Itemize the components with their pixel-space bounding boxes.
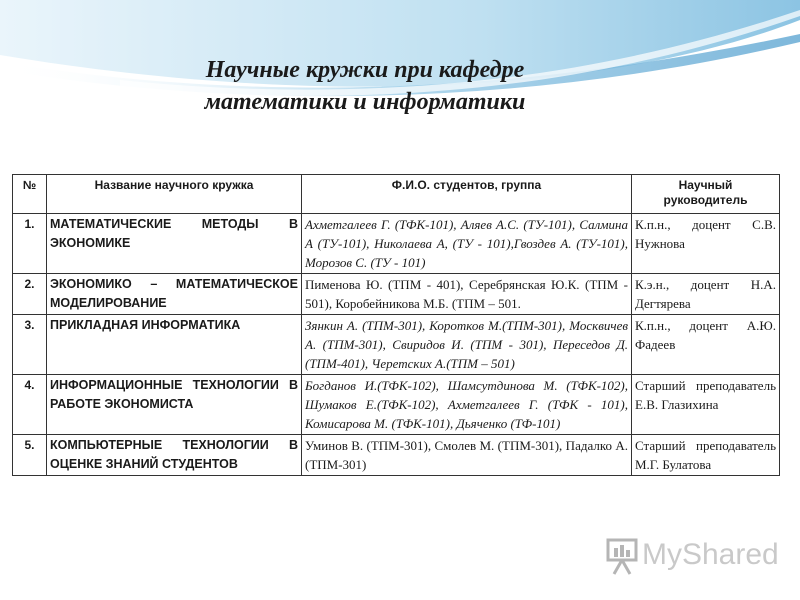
header-students: Ф.И.О. студентов, группа (302, 175, 632, 214)
row-number: 3. (13, 315, 47, 375)
table-row (13, 435, 780, 476)
header-supervisor: Научный руководитель (632, 175, 780, 214)
table-row (13, 315, 780, 375)
watermark-text: MyShared (642, 538, 779, 571)
slide-title-line-1: Научные кружки при кафедре (205, 57, 525, 83)
slide-title (140, 54, 590, 118)
scientific-circles-table (12, 174, 780, 476)
table-row (13, 214, 780, 274)
table-header-row (13, 175, 780, 214)
supervisor: Старший преподаватель Е.В. Глазихина (632, 375, 780, 435)
header-number: № (13, 175, 47, 214)
row-number: 5. (13, 435, 47, 476)
slide-title-line-2: математики и информатики (204, 89, 526, 115)
circle-name: МАТЕМАТИЧЕСКИЕ МЕТОДЫ В ЭКОНОМИКЕ (47, 214, 302, 274)
students-list: Ахметгалеев Г. (ТФК-101), Аляев А.С. (ТУ-101), Салмина А (ТУ-101), Николаева А, (ТУ - 101),Гвоздев А. (ТУ-101), Морозов С. (ТУ - 101) (302, 214, 632, 274)
header-circle-name: Название научного кружка (47, 175, 302, 214)
watermark (606, 532, 796, 582)
students-list: Зянкин А. (ТПМ-301), Коротков М.(ТПМ-301), Москвичев А. (ТПМ-301), Свиридов И. (ТПМ - 301), Переседов Д. (ТПМ-401), Черетских А.(ТПМ – 501) (302, 315, 632, 375)
supervisor: К.п.н., доцент С.В. Нужнова (632, 214, 780, 274)
students-list: Богданов И.(ТФК-102), Шамсутдинова М. (ТФК-102), Шумаков Е.(ТФК-102), Ахметгалеев Г. (ТФК - 101), Комисарова М. (ТФК-101), Дьяченко (ТФ-101) (302, 375, 632, 435)
supervisor: Старший преподаватель М.Г. Булатова (632, 435, 780, 476)
row-number: 4. (13, 375, 47, 435)
row-number: 1. (13, 214, 47, 274)
circle-name: ПРИКЛАДНАЯ ИНФОРМАТИКА (47, 315, 302, 375)
table-row (13, 375, 780, 435)
students-list: Уминов В. (ТПМ-301), Смолев М. (ТПМ-301), Падалко А. (ТПМ-301) (302, 435, 632, 476)
circle-name: ЭКОНОМИКО – МАТЕМАТИЧЕСКОЕ МОДЕЛИРОВАНИЕ (47, 274, 302, 315)
circle-name: КОМПЬЮТЕРНЫЕ ТЕХНОЛОГИИ В ОЦЕНКЕ ЗНАНИЙ СТУДЕНТОВ (47, 435, 302, 476)
circle-name: ИНФОРМАЦИОННЫЕ ТЕХНОЛОГИИ В РАБОТЕ ЭКОНОМИСТА (47, 375, 302, 435)
supervisor: К.э.н., доцент Н.А. Дегтярева (632, 274, 780, 315)
supervisor: К.п.н., доцент А.Ю. Фадеев (632, 315, 780, 375)
students-list: Пименова Ю. (ТПМ - 401), Серебрянская Ю.К. (ТПМ - 501), Коробейникова М.Б. (ТПМ – 501. (302, 274, 632, 315)
table-row (13, 274, 780, 315)
row-number: 2. (13, 274, 47, 315)
presentation-board-icon (606, 536, 640, 576)
